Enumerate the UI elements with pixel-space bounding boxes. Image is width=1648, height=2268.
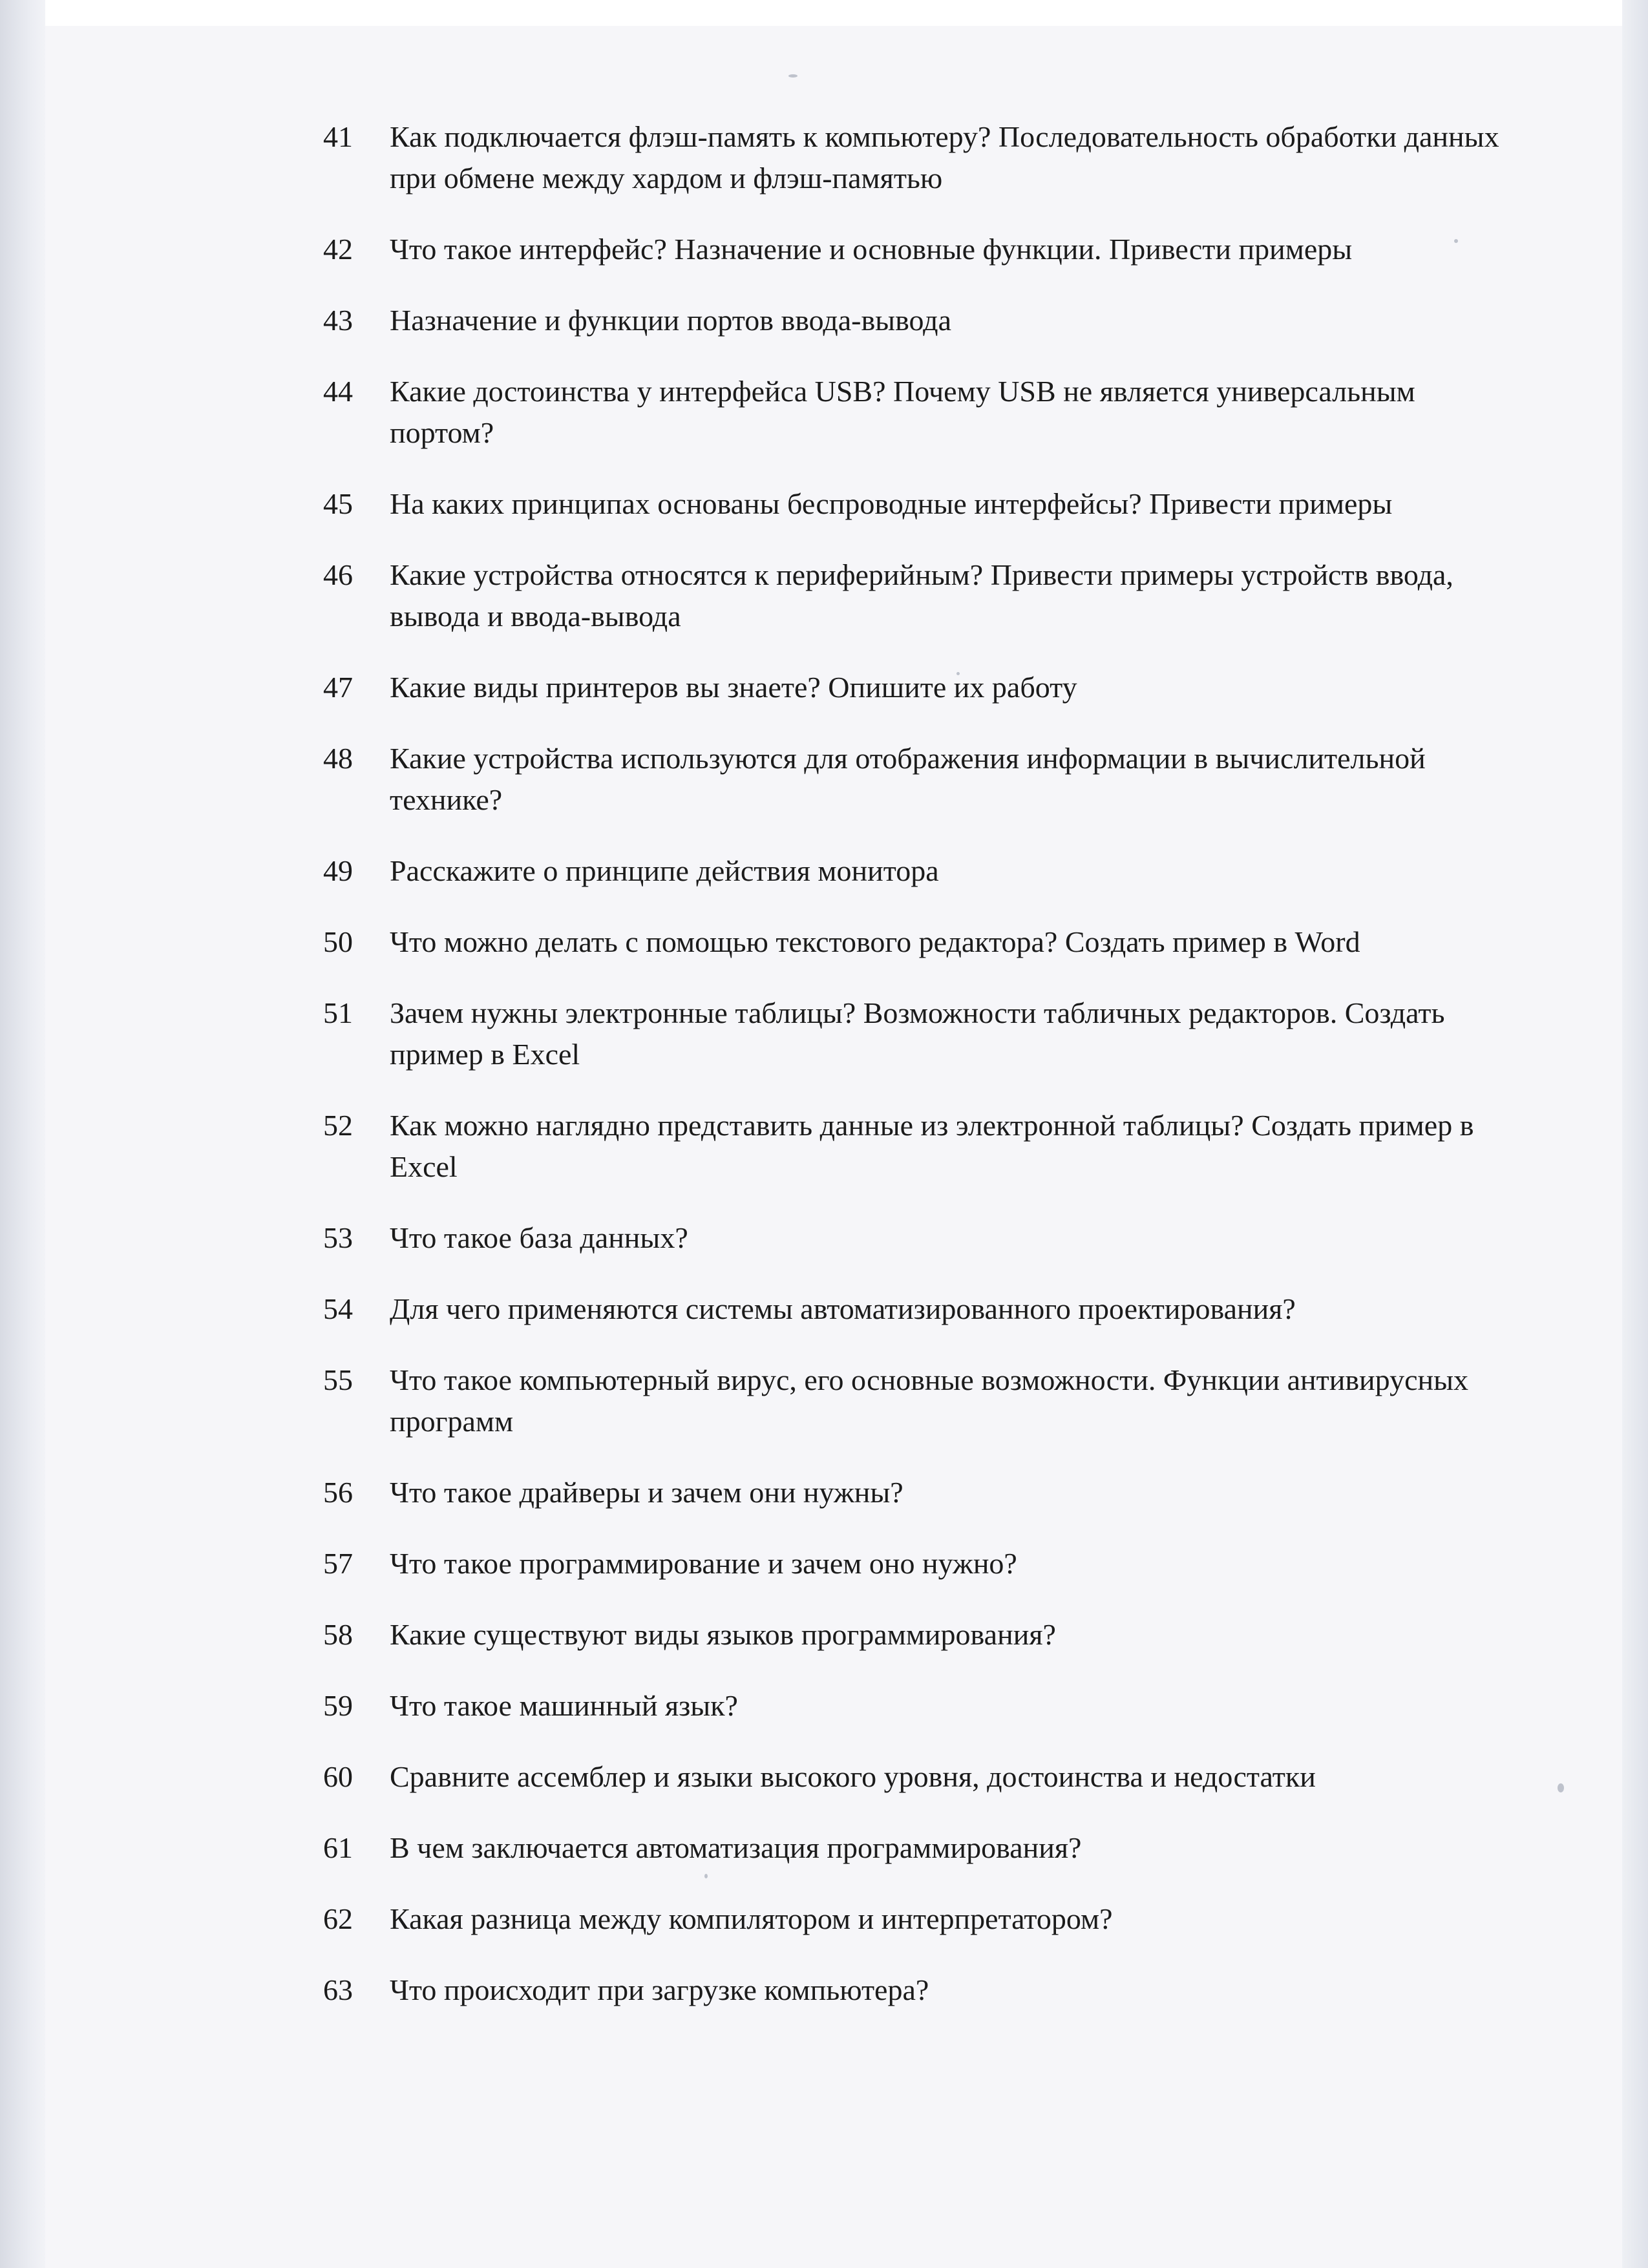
- question-number: 58: [323, 1618, 353, 1651]
- question-text: Расскажите о принципе действия монитора: [390, 854, 939, 887]
- question-number: 57: [323, 1547, 353, 1580]
- question-item: [323, 850, 1525, 892]
- question-number: 50: [323, 925, 353, 958]
- question-text: Какие достоинства у интерфейса USB? Почему USB не является универсальным портом?: [390, 375, 1415, 449]
- question-number: 53: [323, 1221, 353, 1254]
- question-text: Какая разница между компилятором и интерпретатором?: [390, 1902, 1113, 1935]
- question-number: 48: [323, 742, 353, 775]
- question-item: [323, 738, 1525, 821]
- question-text: Как подключается флэш-память к компьютеру? Последовательность обработки данных при обмене между хардом и флэш-памятью: [390, 120, 1499, 194]
- question-item: [323, 1472, 1525, 1513]
- question-text: Что такое драйверы и зачем они нужны?: [390, 1476, 903, 1509]
- question-number: 59: [323, 1689, 353, 1722]
- question-text: Что такое база данных?: [390, 1221, 688, 1254]
- question-text: Что можно делать с помощью текстового редактора? Создать пример в Word: [390, 925, 1360, 958]
- question-number: 49: [323, 854, 353, 887]
- question-item: [323, 1543, 1525, 1584]
- question-number: 60: [323, 1760, 353, 1793]
- question-number: 54: [323, 1292, 353, 1325]
- question-number: 43: [323, 304, 353, 337]
- question-text: Назначение и функции портов ввода-вывода: [390, 304, 951, 337]
- question-text: Какие устройства относятся к периферийным? Привести примеры устройств ввода, вывода и ввода-вывода: [390, 558, 1453, 633]
- question-item: [323, 1614, 1525, 1655]
- question-number: 61: [323, 1831, 353, 1864]
- question-text: Что такое компьютерный вирус, его основные возможности. Функции антивирусных программ: [390, 1363, 1469, 1438]
- question-number: 41: [323, 120, 353, 153]
- question-number: 45: [323, 487, 353, 520]
- question-number: 46: [323, 558, 353, 591]
- question-item: [323, 1827, 1525, 1869]
- question-item: [323, 1360, 1525, 1442]
- question-text: Что такое программирование и зачем оно нужно?: [390, 1547, 1017, 1580]
- question-item: [323, 1105, 1525, 1188]
- question-text: На каких принципах основаны беспроводные интерфейсы? Привести примеры: [390, 487, 1393, 520]
- question-item: [323, 1288, 1525, 1330]
- question-item: [323, 229, 1525, 270]
- question-item: [323, 1756, 1525, 1798]
- question-text: Для чего применяются системы автоматизированного проектирования?: [390, 1292, 1296, 1325]
- question-number: 56: [323, 1476, 353, 1509]
- question-number: 51: [323, 996, 353, 1029]
- question-item: [323, 483, 1525, 525]
- question-number: 52: [323, 1109, 353, 1142]
- scan-edge-right: [1622, 0, 1648, 2268]
- question-item: [323, 1217, 1525, 1259]
- question-item: [323, 371, 1525, 454]
- question-item: [323, 300, 1525, 341]
- question-item: [323, 116, 1525, 199]
- question-text: Что происходит при загрузке компьютера?: [390, 1973, 929, 2006]
- question-item: [323, 921, 1525, 963]
- question-item: [323, 1969, 1525, 2011]
- question-item: [323, 992, 1525, 1075]
- question-item: [323, 1685, 1525, 1727]
- paper-page: [45, 26, 1622, 2268]
- question-text: Как можно наглядно представить данные из электронной таблицы? Создать пример в Excel: [390, 1109, 1474, 1183]
- question-text: Зачем нужны электронные таблицы? Возможности табличных редакторов. Создать пример в Excel: [390, 996, 1445, 1071]
- question-item: [323, 667, 1525, 708]
- question-text: Какие устройства используются для отображения информации в вычислительной технике?: [390, 742, 1426, 816]
- question-number: 62: [323, 1902, 353, 1935]
- question-number: 55: [323, 1363, 353, 1396]
- question-number: 44: [323, 375, 353, 408]
- question-text: Какие существуют виды языков программирования?: [390, 1618, 1056, 1651]
- question-text: Что такое интерфейс? Назначение и основные функции. Привести примеры: [390, 233, 1353, 266]
- question-item: [323, 1898, 1525, 1940]
- question-text: Какие виды принтеров вы знаете? Опишите их работу: [390, 671, 1077, 704]
- question-number: 47: [323, 671, 353, 704]
- scan-edge-left: [0, 0, 45, 2268]
- question-item: [323, 554, 1525, 637]
- question-number: 42: [323, 233, 353, 266]
- scan-speck: [788, 74, 798, 78]
- question-text: В чем заключается автоматизация программирования?: [390, 1831, 1082, 1864]
- question-list: [323, 116, 1525, 2011]
- scan-speck: [1558, 1783, 1564, 1792]
- question-text: Что такое машинный язык?: [390, 1689, 738, 1722]
- question-number: 63: [323, 1973, 353, 2006]
- question-text: Сравните ассемблер и языки высокого уровня, достоинства и недостатки: [390, 1760, 1316, 1793]
